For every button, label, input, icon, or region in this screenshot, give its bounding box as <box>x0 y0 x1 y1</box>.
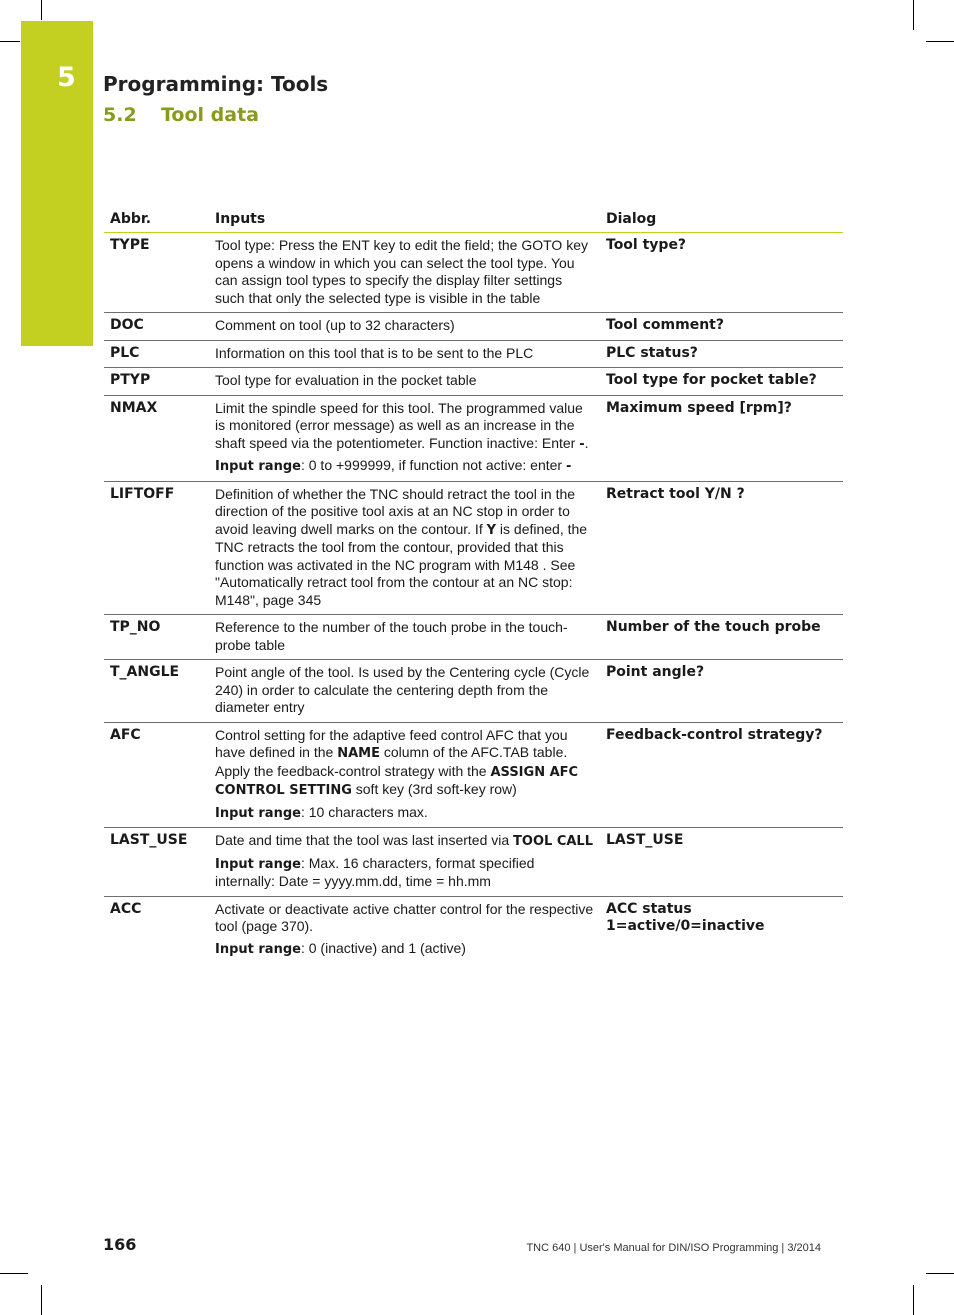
section-number: 5.2 <box>103 104 137 126</box>
table-row <box>104 722 843 828</box>
table-row <box>104 340 843 368</box>
row-inputs: Tool type: Press the ENT key to edit the field; the GOTO key opens a window in which you can select the tool type. You can assign tool types to specify the display filter settings such that only the selected type is visible in the table <box>209 233 600 313</box>
footer-text: TNC 640 | User's Manual for DIN/ISO Programming | 3/2014 <box>526 1242 821 1254</box>
row-dialog: Maximum speed [rpm]? <box>600 395 843 481</box>
crop-mark <box>0 41 20 42</box>
row-dialog: Tool type? <box>600 233 843 313</box>
table-row <box>104 395 843 481</box>
crop-mark <box>41 1285 42 1315</box>
row-dialog: PLC status? <box>600 340 843 368</box>
row-inputs: Reference to the number of the touch probe in the touch-probe table <box>209 615 600 660</box>
table-row <box>104 660 843 723</box>
row-dialog: Point angle? <box>600 660 843 723</box>
row-inputs: Tool type for evaluation in the pocket table <box>209 368 600 396</box>
header-inputs: Inputs <box>209 208 600 233</box>
crop-mark <box>41 0 42 20</box>
table-row <box>104 313 843 341</box>
row-abbr: PLC <box>104 340 209 368</box>
crop-mark <box>913 1285 914 1315</box>
crop-mark <box>0 1273 28 1274</box>
header-abbr: Abbr. <box>104 208 209 233</box>
row-inputs: Control setting for the adaptive feed control AFC that you have defined in the NAME column of the AFC.TAB table. Apply the feedback-control strategy with the ASSIGN AFC CONTROL SETTING soft key (3rd soft-key row) Input range: 10 characters max. <box>209 722 600 828</box>
row-dialog: Tool type for pocket table? <box>600 368 843 396</box>
row-inputs: Comment on tool (up to 32 characters) <box>209 313 600 341</box>
row-dialog: Number of the touch probe <box>600 615 843 660</box>
tool-data-table <box>104 208 843 963</box>
row-abbr: LIFTOFF <box>104 481 209 615</box>
table-row <box>104 896 843 963</box>
row-abbr: T_ANGLE <box>104 660 209 723</box>
row-abbr: AFC <box>104 722 209 828</box>
row-dialog: Retract tool Y/N ? <box>600 481 843 615</box>
row-abbr: TYPE <box>104 233 209 313</box>
row-inputs: Information on this tool that is to be sent to the PLC <box>209 340 600 368</box>
crop-mark <box>926 41 954 42</box>
chapter-title: Programming: Tools <box>103 72 329 96</box>
row-dialog: LAST_USE <box>600 828 843 897</box>
table-row <box>104 368 843 396</box>
row-abbr: NMAX <box>104 395 209 481</box>
table-row <box>104 233 843 313</box>
section-title: Tool data <box>161 104 259 126</box>
header-dialog: Dialog <box>600 208 843 233</box>
table-header-row <box>104 208 843 233</box>
row-abbr: DOC <box>104 313 209 341</box>
row-inputs: Activate or deactivate active chatter control for the respective tool (page 370). Input range: 0 (inactive) and 1 (active) <box>215 900 594 957</box>
row-inputs: Definition of whether the TNC should retract the tool in the direction of the positive tool axis at an NC stop in order to avoid leaving dwell marks on the contour. If Y is defined, the TNC retracts the tool from the contour, provided that this function was activated in the NC program with M148 . See "Automatically retract tool from the contour at an NC stop: M148", page 345 <box>209 481 600 615</box>
row-abbr: PTYP <box>104 368 209 396</box>
crop-mark <box>913 0 914 30</box>
row-inputs: Limit the spindle speed for this tool. The programmed value is monitored (error message) as well as an increase in the shaft speed via the potentiometer. Function inactive: Enter -. Input range: 0 to +999999, if function not active: enter - <box>209 395 600 481</box>
chapter-number: 5 <box>57 62 76 93</box>
row-abbr: TP_NO <box>104 615 209 660</box>
row-inputs: Point angle of the tool. Is used by the Centering cycle (Cycle 240) in order to calculate the centering depth from the diameter entry <box>209 660 600 723</box>
row-dialog: ACC status 1=active/0=inactive <box>606 900 765 934</box>
crop-mark <box>926 1273 954 1274</box>
page-number: 166 <box>103 1235 137 1254</box>
row-dialog: Tool comment? <box>600 313 843 341</box>
row-inputs: Date and time that the tool was last inserted via TOOL CALL Input range: Max. 16 characters, format specified internally: Date = yyyy.mm.dd, time = hh.mm <box>209 828 600 897</box>
table-row <box>104 481 843 615</box>
table-row <box>104 615 843 660</box>
row-abbr: ACC <box>110 900 142 917</box>
table-row <box>104 828 843 897</box>
row-dialog: Feedback-control strategy? <box>600 722 843 828</box>
row-abbr: LAST_USE <box>104 828 209 897</box>
